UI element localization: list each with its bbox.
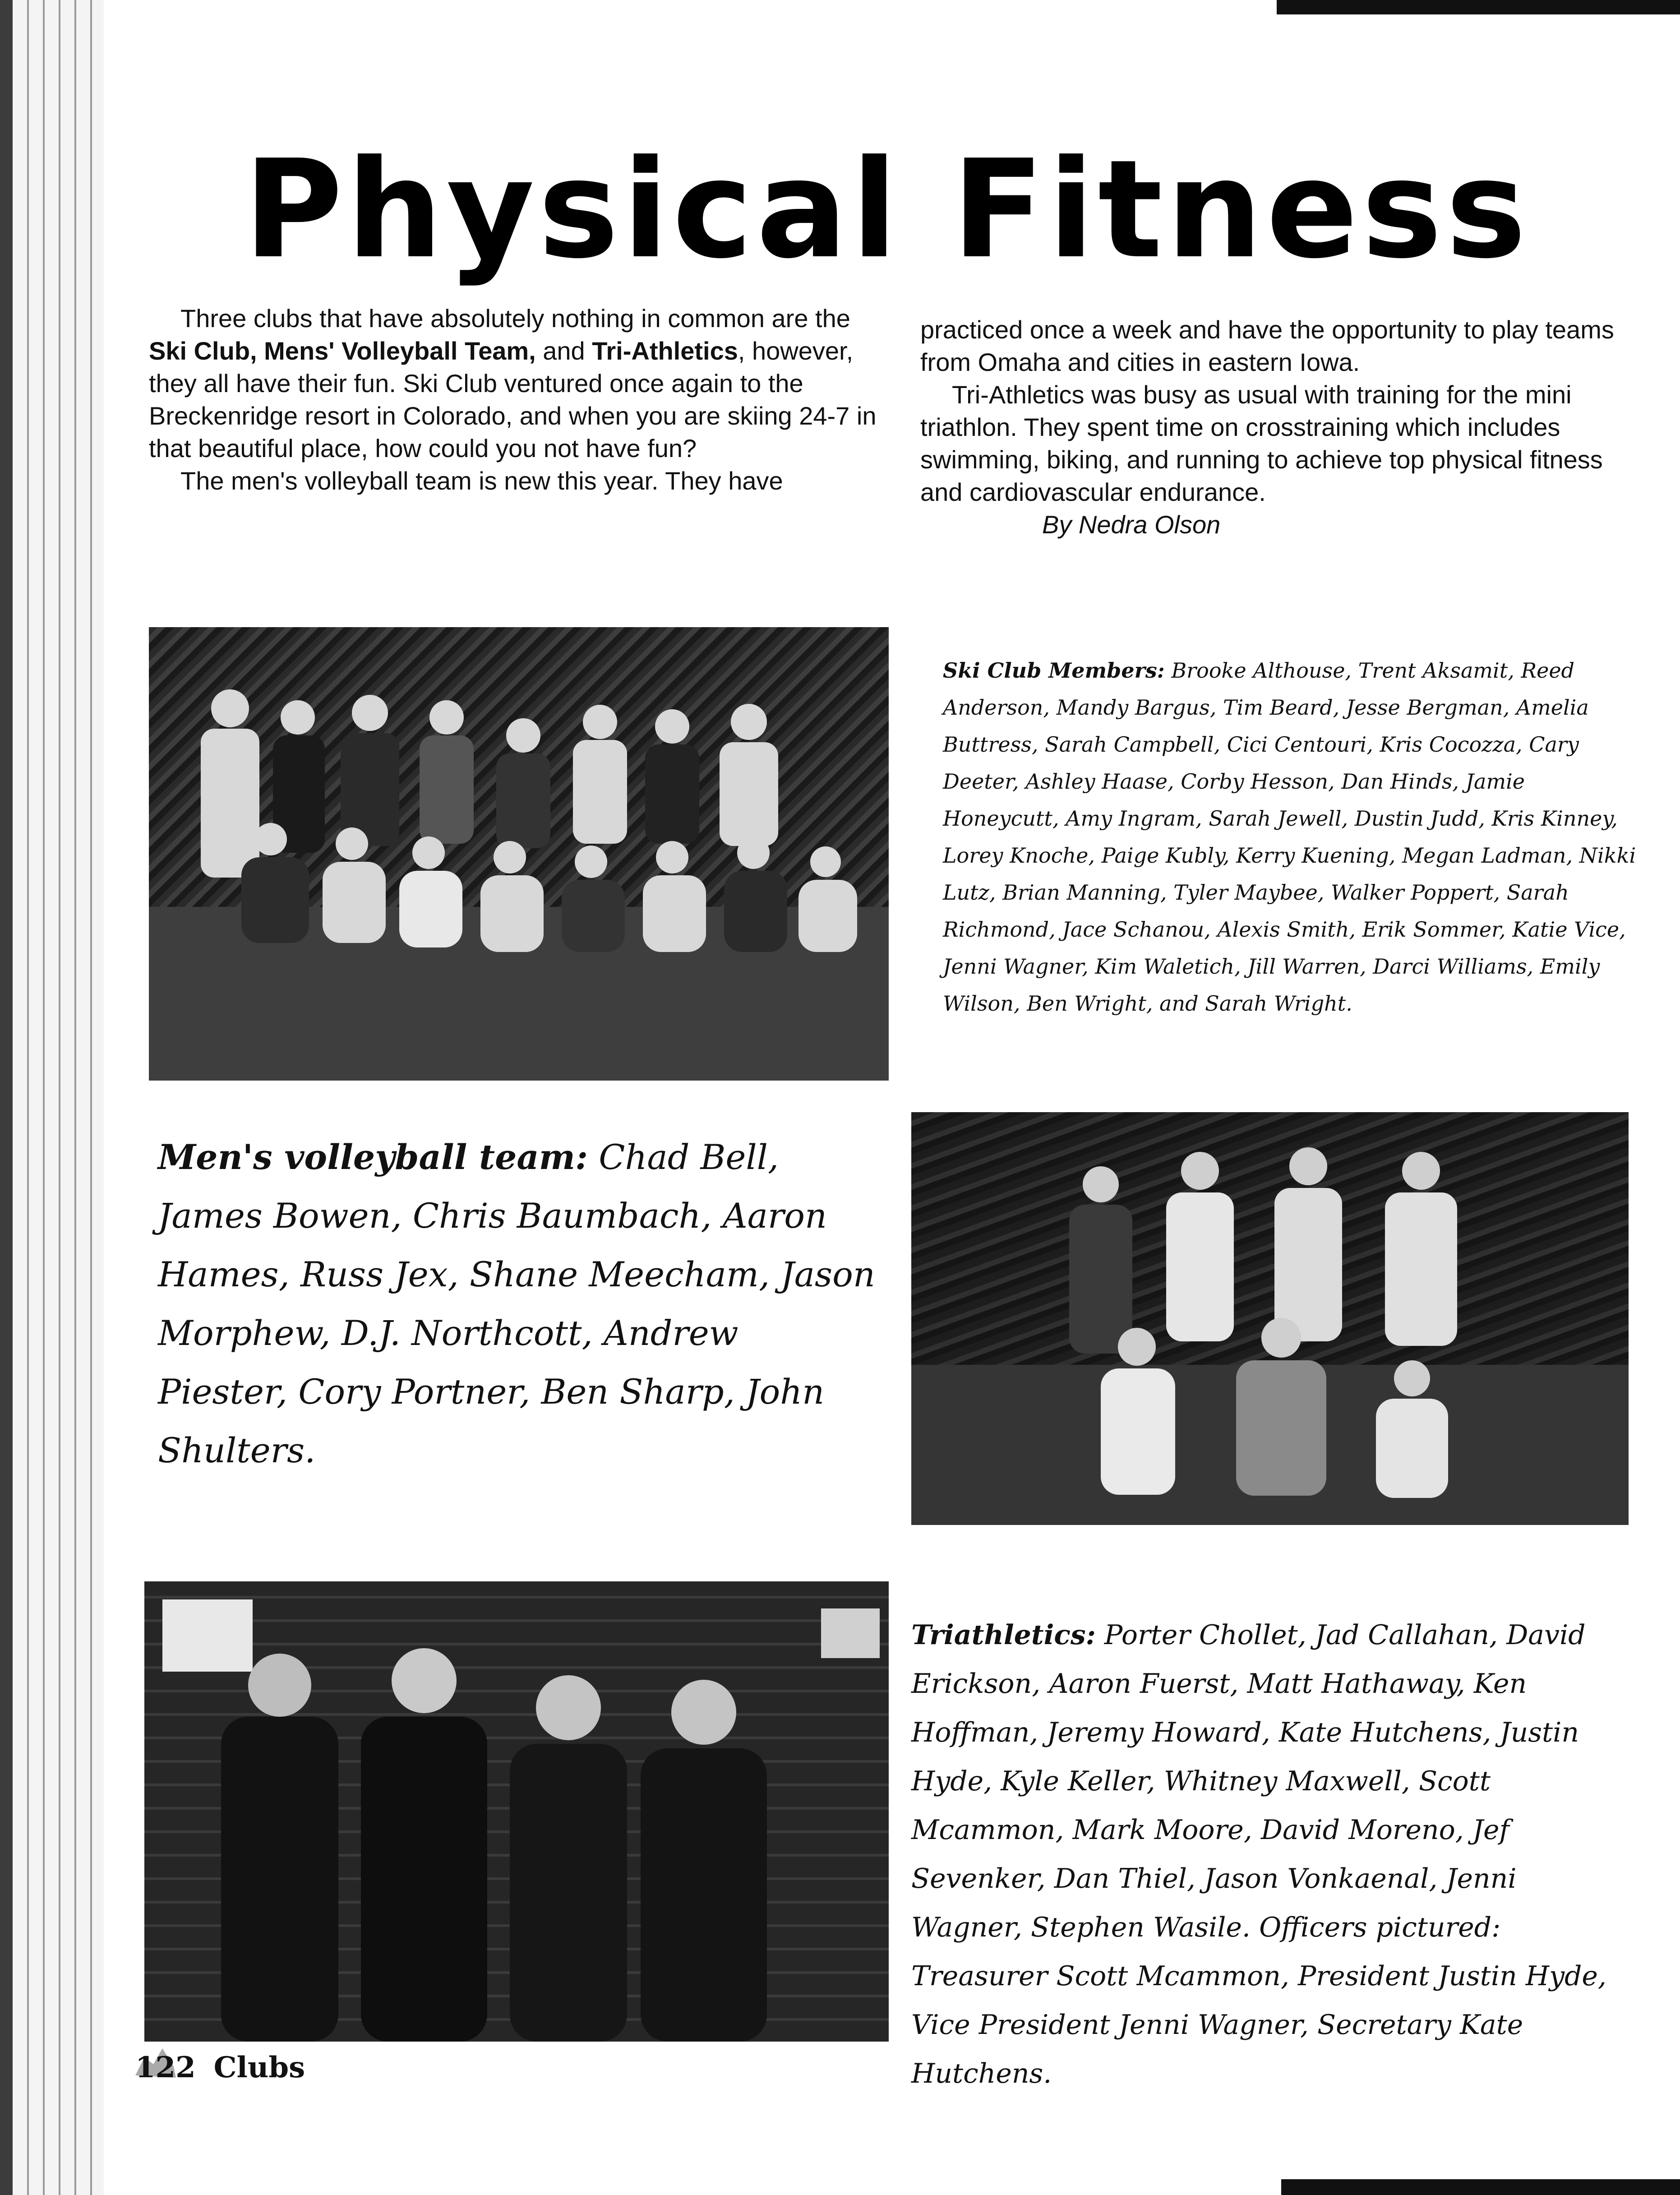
page-edge [90,0,92,2195]
page-edge [27,0,29,2195]
caption-officers: Officers pictured: Treasurer Scott Mcammon, President Justin Hyde, Vice President Jenni Wagner, Secretary Kate Hutchens. [911,1912,1606,2089]
caption-names: Brooke Althouse, Trent Aksamit, Reed Anderson, Mandy Bargus, Tim Beard, Jesse Bergman, Amelia Buttress, Sarah Campbell, Cici Centouri, Kris Cocozza, Cary Deeter, Ashley Haase, Corby Hesson, Dan Hinds, Jamie Honeycutt, Amy Ingram, Sarah Jewell, Dustin Judd, Kris Kinney, Lorey Knoche, Paige Kubly, Kerry Kuening, Megan Ladman, Nikki Lutz, Brian Manning, Tyler Maybee, Walker Poppert, Sarah Richmond, Jace Schanou, Alexis Smith, Erik Sommer, Katie Vice, Jenni Wagner, Kim Waletich, Jill Warren, Darci Williams, Emily Wilson, Ben Wright, and Sarah Wright. [943,658,1636,1016]
triathletics-photo [144,1581,889,2042]
volleyball-team-photo [911,1112,1629,1525]
article-text: , however, they all have their fun. Ski Club ventured once again to the Breckenridge resort in Colorado, and when you are skiing 24-7 in that beautiful place, how could you not have fun? [149,337,877,462]
group-photo-figures [144,1581,889,2042]
group-photo-figures [911,1112,1629,1525]
club-name: Mens' Volleyball Team, [264,337,536,365]
ski-club-photo [149,627,889,1081]
byline: By Nedra Olson [1042,510,1221,539]
article-text: Three clubs that have absolutely nothing in common are the [180,304,850,333]
binding-shadow [0,0,13,2195]
article-paragraph: Tri-Athletics was busy as usual with training for the mini triathlon. They spent time on crosstraining which includes swimming, biking, and running to achieve top physical fitness and cardiovascular endurance. [920,380,1603,506]
page-edge-bottom [1281,2179,1680,2195]
caption-label: Triathletics: [911,1619,1096,1651]
article-column-1 [149,302,889,497]
page-footer [135,2051,305,2084]
article-paragraph: practiced once a week and have the opportunity to play teams from Omaha and cities in eastern Iowa. [920,315,1614,376]
article-text: and [535,337,592,365]
page-edge [59,0,60,2195]
triathletics-caption [911,1611,1633,2098]
page-edge-top [1277,0,1680,14]
club-name: Tri-Athletics [592,337,738,365]
section-name: Clubs [213,2051,305,2084]
volleyball-caption [158,1128,875,1480]
page-edge [74,0,76,2195]
book-binding [0,0,104,2195]
club-name: Ski Club, [149,337,257,365]
caption-label: Ski Club Members: [943,658,1165,683]
page-number: 122 [135,2051,196,2084]
article-paragraph [149,302,889,465]
page-title: Physical Fitness [244,131,1530,288]
group-photo-figures [149,627,889,1081]
caption-label: Men's volleyball team: [158,1137,588,1177]
article-paragraph: The men's volleyball team is new this year. They have [180,467,783,495]
ski-club-caption [943,652,1638,1022]
caption-names: Chad Bell, James Bowen, Chris Baumbach, Aaron Hames, Russ Jex, Shane Meecham, Jason Morphew, D.J. Northcott, Andrew Piester, Cory Portner, Ben Sharp, John Shulters. [158,1137,875,1470]
article-column-2 [920,314,1629,541]
page-edge [43,0,45,2195]
caption-names: Porter Chollet, Jad Callahan, David Erickson, Aaron Fuerst, Matt Hathaway, Ken Hoffman, Jeremy Howard, Kate Hutchens, Justin Hyde, Kyle Keller, Whitney Maxwell, Scott Mcammon, Mark Moore, David Moreno, Jef Sevenker, Dan Thiel, Jason Vonkaenal, Jenni Wagner, Stephen Wasile. [911,1619,1586,1943]
